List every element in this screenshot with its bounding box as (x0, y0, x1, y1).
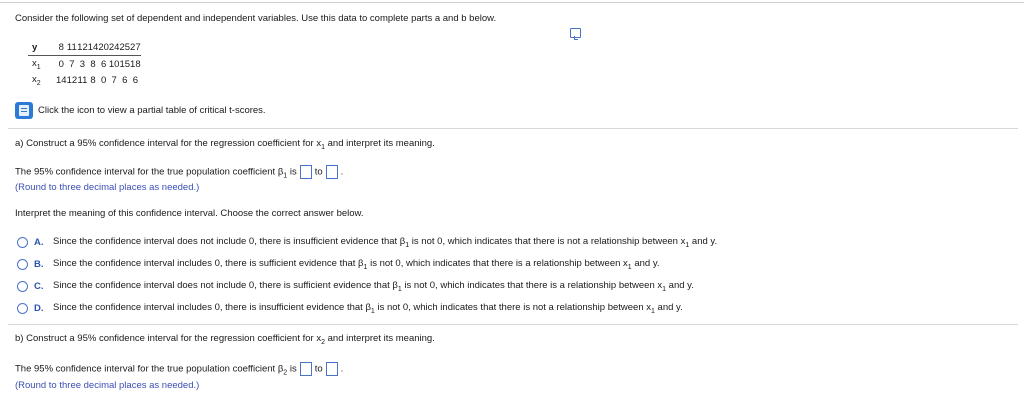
ci-lower-input-b[interactable] (300, 362, 312, 376)
option-b-text: Since the confidence interval includes 0, there is sufficient evidence that $\beta_1$ is not 0, which indicates that there is a relationship between $x_1$ and y. (53, 258, 660, 271)
table-cell: 18 (130, 58, 141, 70)
table-cell: 11 (77, 74, 88, 86)
hint-text: Click the icon to view a partial table of critical t-scores. (38, 105, 266, 116)
table-cell: 25 (119, 39, 130, 56)
table-cell: 8 (56, 39, 67, 56)
table-cell: 0 (58, 58, 64, 70)
book-icon[interactable] (15, 102, 33, 119)
ci-upper-input-a[interactable] (326, 165, 338, 179)
part-b-question: b) Construct a 95% confidence interval for the regression coefficient for $x_2$ and interpret its meaning. (15, 333, 435, 346)
ci-upper-input-b[interactable] (326, 362, 338, 376)
radio-b[interactable] (17, 259, 28, 270)
table-cell: 6 (100, 58, 107, 70)
option-c-text: Since the confidence interval does not include 0, there is sufficient evidence that $\beta_1$ is not 0, which indicates that there is a relationship between $x_1$ and y. (53, 280, 694, 293)
table-cell: 6 (122, 74, 128, 86)
part-a-ci-prompt: The 95% confidence interval for the true population coefficient $\beta_1$ is to . (15, 166, 344, 180)
table-row (28, 72, 141, 88)
part-a-question: a) Construct a 95% confidence interval for the regression coefficient for $x_1$ and interpret its meaning. (15, 138, 435, 151)
option-d[interactable]: D. Since the confidence interval includes 0, there is insufficient evidence that $\beta_1$ is not 0, which indicates that there is not a relationship between $x_1$ and y. (17, 302, 683, 315)
ci-lower-input-a[interactable] (300, 165, 312, 179)
t-table-hint (15, 102, 266, 119)
top-divider (0, 2, 1024, 3)
table-row (28, 56, 141, 73)
table-cell: 8 (90, 58, 96, 70)
radio-c[interactable] (17, 281, 28, 292)
table-cell: 8 (90, 74, 96, 86)
part-b-round-note: (Round to three decimal places as needed.) (15, 380, 200, 391)
table-cell: 15 (119, 58, 131, 70)
table-cell: 3 (79, 58, 86, 70)
data-table (28, 39, 141, 88)
option-a-text: Since the confidence interval does not include 0, there is insufficient evidence that $\beta_1$ is not 0, which indicates that there is not a relationship between $x_1$ and y. (53, 236, 718, 249)
option-b[interactable]: B. Since the confidence interval includes 0, there is sufficient evidence that $\beta_1$ is not 0, which indicates that there is a relationship between $x_1$ and y. (17, 258, 660, 271)
divider (8, 324, 1018, 325)
table-cell: 12 (66, 74, 78, 86)
interpret-prompt: Interpret the meaning of this confidence interval. Choose the correct answer below. (15, 208, 364, 219)
row-label-x1: $x_1$ (32, 57, 41, 71)
table-cell: 7 (69, 58, 75, 70)
table-cell: 20 (98, 39, 109, 56)
table-cell: 7 (111, 74, 117, 86)
table-cell: 27 (130, 39, 141, 56)
divider (8, 128, 1018, 129)
radio-a[interactable] (17, 237, 28, 248)
copy-data-icon[interactable] (570, 28, 581, 38)
radio-d[interactable] (17, 303, 28, 314)
row-label-y: y (32, 41, 38, 53)
part-b-ci-prompt: The 95% confidence interval for the true population coefficient $\beta_2$ is to . (15, 363, 344, 377)
table-cell: 12 (77, 39, 88, 56)
table-cell: 14 (56, 74, 67, 86)
option-d-text: Since the confidence interval includes 0, there is insufficient evidence that $\beta_1$ is not 0, which indicates that there is not a relationship between $x_1$ and y. (53, 302, 683, 315)
part-a-round-note: (Round to three decimal places as needed.) (15, 182, 200, 193)
table-cell: 11 (67, 39, 78, 56)
option-c[interactable]: C. Since the confidence interval does not include 0, there is sufficient evidence that $\beta_1$ is not 0, which indicates that there is a relationship between $x_1$ and y. (17, 280, 694, 293)
option-a[interactable]: A. Since the confidence interval does not include 0, there is insufficient evidence that $\beta_1$ is not 0, which indicates that there is not a relationship between $x_1$ and y. (17, 236, 717, 249)
table-cell: 10 (108, 58, 120, 70)
table-cell: 6 (132, 74, 138, 86)
question-intro: Consider the following set of dependent and independent variables. Use this data to complete parts a and b below. (15, 13, 497, 24)
row-label-x2: $x_2$ (32, 73, 41, 87)
table-cell: 24 (109, 39, 120, 56)
table-row (28, 39, 141, 56)
table-cell: 0 (100, 74, 107, 86)
table-cell: 14 (88, 39, 99, 56)
